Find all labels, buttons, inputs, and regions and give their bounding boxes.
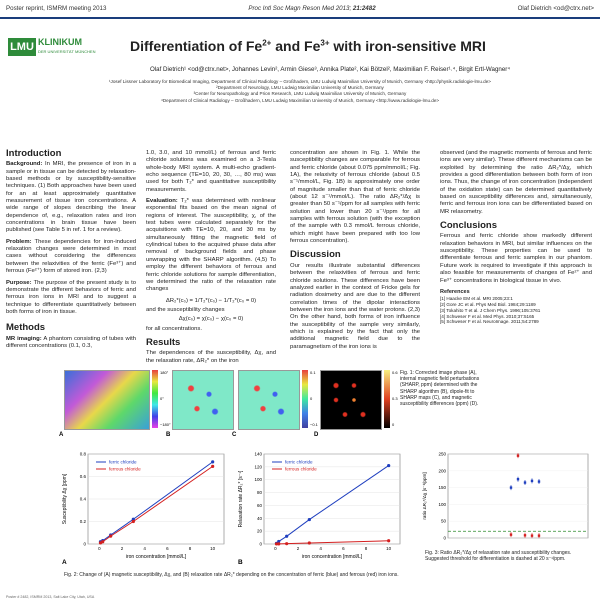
- klinikum-sub: DER UNIVERSITÄT MÜNCHEN: [38, 49, 96, 54]
- x-tick-label: 0: [274, 546, 277, 551]
- poster-footer: Poster # 2482, ISMRM 2013, Salt Lake City, Utah, USA: [6, 595, 95, 599]
- affiliation: ³Center for Neuropathology and Prion Research, LMU Ludwig Maximilian University of Munich, Germany: [193, 91, 407, 97]
- title-sup1: 2+: [262, 38, 272, 48]
- x-axis-label: iron concentration [mmol/L]: [125, 554, 187, 560]
- discussion-heading: Discussion: [290, 249, 341, 261]
- column-4: [440, 150, 592, 325]
- title-sup2: 3+: [320, 38, 330, 48]
- legend-entry: ferrous chloride: [285, 466, 317, 472]
- y-tick-label: 40: [256, 515, 262, 521]
- cbar-a-mid: 0°: [160, 396, 164, 401]
- colorbar-bc: [302, 370, 318, 428]
- author-list: Olaf Dietrich¹ <od@ctrx.net>, Johannes Levin², Armin Giese³, Annika Plate², Kai Bötzel², Maximilian F. Reiser¹˒⁴, Birgit Ertl-Wagner⁴: [149, 66, 511, 73]
- header-rule: [0, 17, 600, 19]
- purpose-text: The purpose of the present study is to demonstrate the different behaviors of ferric and ferrous iron ions in MRI and to suggest a technique to differentiate quantitatively between both forms of iron in tissue.: [6, 279, 136, 315]
- conclusions-paragraph: Ferrous and ferric chloride show markedly different relaxation behaviors in MRI, but similar influences on the susceptibility. These properties can be used to differentiate ferrous and ferric samples in our phantom. Future work is required to investigate if this approach is also feasible for measurements of changes of Fe²⁺ and Fe³⁺ concentrations in biological tissue in vivo.: [440, 233, 592, 284]
- legend-entry: ferric chloride: [285, 459, 313, 465]
- y-tick-label: 0: [259, 541, 262, 547]
- data-point: [132, 520, 135, 523]
- problem-paragraph: [6, 239, 136, 276]
- title-pre: Differentiation of Fe: [130, 38, 263, 54]
- data-point: [109, 535, 112, 538]
- data-point: [538, 480, 540, 482]
- background-label: Background:: [6, 161, 43, 168]
- purpose-paragraph: [6, 280, 136, 317]
- y-tick-label: 0.2: [79, 519, 86, 524]
- y-tick-label: 60: [256, 502, 262, 508]
- panel-label: B: [238, 559, 243, 566]
- data-point: [517, 478, 519, 480]
- y-tick-label: 100: [254, 477, 262, 483]
- y-tick-label: 100: [438, 501, 446, 507]
- data-point: [308, 518, 311, 521]
- chart-ratio: [418, 448, 594, 548]
- methods-heading: Methods: [6, 322, 46, 334]
- cbar-a-top: 180°: [160, 370, 169, 375]
- running-header: [6, 5, 594, 17]
- discussion-paragraph: Our results illustrate substantial differences between the relaxivities of ferrous and ferric chloride solutions. These differences have been analyzed earlier in the context of Fricke gels for radiation dosimetry and are due to the different correlation times of the dipolar interactions between the iron ions and the water protons. (2,3) On the other hand, both forms of iron influence the susceptibility of the sample very similarly, which is explained by the fact that only the additional magnetic field due to the paramagnetism of the iron ions is: [290, 262, 420, 350]
- panel-label-b: B: [166, 432, 171, 438]
- equation-tail: for all concentrations.: [146, 325, 202, 332]
- equation-relaxation: ΔR₂*(c₀) = 1/T₂*(c₀) − 1/T₂*(c₀ = 0): [165, 297, 257, 304]
- y-tick-label: 0: [83, 541, 86, 547]
- conclusions-heading: Conclusions: [440, 220, 498, 232]
- background-paragraph: [6, 161, 136, 234]
- cbar-d-mid: 0.3: [392, 396, 398, 401]
- field-map-panel-b: [166, 370, 234, 438]
- y-tick-label: 200: [438, 468, 446, 474]
- klinikum-wordmark: [38, 38, 96, 56]
- problem-label: Problem:: [6, 238, 32, 245]
- title-mid: and Fe: [271, 38, 321, 54]
- y-axis-label: Susceptibility Δχ [ppm]: [62, 473, 68, 525]
- colorbar-a: [152, 370, 171, 428]
- cbar-d-top: 0.6: [392, 370, 398, 375]
- y-tick-label: 140: [254, 451, 262, 457]
- evaluation-paragraph: [146, 198, 276, 293]
- cbar-bc-top: 0.1: [310, 370, 316, 375]
- data-point: [531, 534, 533, 536]
- x-tick-label: 8: [188, 546, 192, 551]
- data-point: [211, 460, 214, 463]
- column-3: [290, 150, 420, 355]
- header-center-bold: 21:2482: [352, 5, 376, 12]
- data-point: [517, 454, 519, 456]
- figure-3-caption: Fig. 3: Ratio ΔR₂*/Δχ of relaxation rate and susceptibility changes. Suggested threshold for differentiation is dashed at 20 s⁻¹/ppm.: [425, 550, 572, 563]
- data-point: [524, 534, 526, 536]
- cbar-a-bottom: −180°: [160, 422, 171, 427]
- methods-text: A phantom consisting of tubes with different concentrations (0.1, 0.3,: [6, 335, 136, 349]
- background-text: In MRI, the presence of iron in a sample or in tissue can be detected by relaxation-based methods or by susceptibility-sensitive techniques. (1) Both approaches have been used for an at least approximately quantitative measurement of tissue iron concentrations. A wide range of slopes describing the linear dependence of, e.g., relaxation rates and iron concentrations in brain tissue have been published (see Table 5 in ref. 1 for a review).: [6, 161, 136, 234]
- problem-text: These dependencies for iron-induced relaxation changes were determined in most cases without considering the differences between the relaxivities of the ferric (Fe³⁺) and ferrous (Fe²⁺) form of stored iron. (2,3): [6, 238, 136, 275]
- header-center: [248, 5, 375, 17]
- data-point: [285, 542, 288, 545]
- results-continued: concentration are shown in Fig. 1. While the susceptibility changes are comparable for ferrous and ferric chloride (about 0.075 ppm/mmol/L; Fig. 1A), the relaxivity of ferrous chloride (about 0.5 s⁻¹/mmol/L, Fig. 1B) is approximately one order of magnitude smaller than that of ferric chloride (about 12 s⁻¹/mmol/L). The ratio ΔR₂*/Δχ is greater than 50 s⁻¹/ppm for all samples with ferric solution and lower than 20 s⁻¹/ppm for all samples with ferrous solution (with the exception of the sample with 0.3 mmol/L ferrous chloride, which might have been prepared with too low ferrous concentration).: [290, 150, 420, 245]
- title-post: with iron-sensitive MRI: [329, 38, 486, 54]
- figure-2-caption: Fig. 2: Change of (A) magnetic susceptibility, Δχ, and (B) relaxation rate ΔR₂* depending on the concentration of ferric (blue) and ferrous (red) iron ions.: [64, 572, 399, 578]
- equation-connector: and the susceptibility changes: [146, 306, 225, 313]
- y-tick-label: 0.6: [79, 474, 86, 479]
- affiliations: [40, 79, 560, 104]
- klinikum-name: KLINIKUM: [38, 37, 82, 47]
- references-list: [440, 296, 592, 325]
- equation-susceptibility: Δχ(c₀) = χ(c₀) − χ(c₀ = 0): [178, 316, 244, 323]
- cbar-d-bottom: 0: [392, 422, 395, 427]
- x-tick-label: 10: [386, 546, 392, 551]
- results-heading: Results: [146, 336, 181, 348]
- affiliation: ¹Josef Lissner Laboratory for Biomedical Imaging, Department of Clinical Radiology – Großhadern, LMU Ludwig Maximilian University of Munich, Germany <http://physik.radiologie-lmu.de>: [109, 79, 491, 84]
- cbar-bc-mid: 0: [310, 396, 313, 401]
- x-tick-label: 2: [296, 546, 300, 551]
- data-point: [277, 542, 280, 545]
- panel-label-a: A: [59, 432, 64, 438]
- dipole-fit-panel-c: [232, 370, 300, 438]
- references-heading: References: [440, 288, 470, 295]
- y-tick-label: 0: [443, 535, 446, 541]
- x-tick-label: 4: [143, 546, 146, 551]
- x-tick-label: 6: [342, 546, 345, 551]
- colorbar-d: [384, 370, 398, 428]
- methods-paragraph: [6, 336, 136, 351]
- data-point: [211, 465, 214, 468]
- x-tick-label: 2: [120, 546, 124, 551]
- data-point: [308, 541, 311, 544]
- cbar-bc-bottom: −0.1: [310, 422, 318, 427]
- data-point: [510, 533, 512, 535]
- x-tick-label: 0: [98, 546, 101, 551]
- discussion-continued: observed (and the magnetic moments of ferrous and ferric ions are very similar). These different mechanisms can be exploited by determining the ratio ΔR₂*/Δχ, which provides a good differentiation between both form of iron ions. Thus, the change of iron concentration (independent of the oxidation state) can be determined quantitatively based on susceptibility differences and, simultaneously, ferric and ferrous iron ions can be differentiated based on MR relaxometry.: [440, 150, 592, 215]
- x-tick-label: 8: [364, 546, 368, 551]
- introduction-heading: Introduction: [6, 148, 62, 159]
- reference-item: [5] Schweser F et al. NeuroImage. 2011;54:2789: [440, 319, 539, 325]
- chart-susceptibility: [60, 448, 230, 566]
- reference-item: [3] Tokahito T et al. J Chem Phys. 1996;105:3761: [440, 307, 541, 313]
- figure-1-caption: Fig. 1: Corrected image phase (A), internal magnetic field perturbations (SHARP, ppm) determined with the SHARP algorithm (B), dipole-fit to SHARP maps (C), and magnetic susceptibility differences (ppm) (D).: [400, 370, 480, 408]
- methods-continued: 1.0, 3.0, and 10 mmol/L) of ferrous and ferric chloride solutions was examined on a 3-Tesla whole-body MRI system. A multi-echo gradient-echo sequence (TE=10, 20, 30, …, 80 ms) was used for both T₂* and quantitative susceptibility measurements.: [146, 150, 276, 193]
- data-point: [101, 540, 104, 543]
- purpose-label: Purpose:: [6, 279, 32, 286]
- x-axis-label: iron concentration [mmol/L]: [301, 554, 363, 560]
- reference-item: [2] Gore JC et al. Phys Med Biol. 1984;29:1189: [440, 301, 536, 307]
- poster-title: [130, 38, 486, 54]
- panel-label-d: D: [314, 432, 319, 438]
- y-tick-label: 250: [438, 451, 446, 457]
- plot-frame: [448, 454, 588, 538]
- header-left: Poster reprint, ISMRM meeting 2013: [6, 5, 107, 12]
- chart-relaxation-rate: [236, 448, 406, 566]
- legend-entry: ferric chloride: [109, 459, 137, 465]
- affiliation: ⁴Department of Clinical Radiology – Großhadern, LMU Ludwig Maximilian University of Munich, Germany <http://www.radiologie-lmu.de>: [160, 97, 440, 103]
- y-tick-label: 150: [438, 485, 446, 491]
- panel-label: A: [62, 559, 67, 566]
- y-tick-label: 80: [256, 490, 262, 496]
- data-point: [387, 464, 390, 467]
- panel-label-c: C: [232, 432, 237, 438]
- data-point: [531, 480, 533, 482]
- y-tick-label: 0.8: [79, 451, 86, 457]
- evaluation-text: T₂* was determined with nonlinear exponential fits based on the mean signal of regions of interest. The susceptibility, χ, of the test tubes were calculated separately for the acquisitions with TE=10, 20, and 30 ms by simultaneously fitting the magnetic field of cylindrical tubes to the acquired phase data after removal of background fields and phase unwrapping with the SHARP algorithm. (4,5) To employ the different behaviors of ferrous and ferric chloride solutions for sample differentiation, we determined the ratio of the relaxation rate changes: [146, 198, 276, 293]
- x-tick-label: 4: [319, 546, 322, 551]
- results-paragraph: The dependences of the susceptibility, Δχ, and the relaxation rate, ΔR₂* on the iron: [146, 350, 276, 364]
- data-point: [387, 539, 390, 542]
- y-tick-label: 0.4: [79, 496, 86, 502]
- x-tick-label: 6: [166, 546, 169, 551]
- lmu-logo: [8, 38, 96, 56]
- lmu-mark: LMU: [8, 38, 36, 56]
- column-2: [146, 150, 276, 369]
- evaluation-label: Evaluation:: [146, 198, 178, 205]
- methods-label: MR imaging:: [6, 335, 42, 342]
- data-point: [510, 486, 512, 488]
- x-tick-label: 10: [210, 546, 216, 551]
- y-tick-label: 120: [254, 464, 262, 470]
- y-tick-label: 20: [256, 528, 262, 534]
- phase-map-panel-a: [59, 370, 150, 438]
- y-tick-label: 50: [440, 518, 446, 524]
- y-axis-label: ratio ΔR₂*/Δχ [s⁻¹/ppm]: [422, 472, 427, 520]
- data-point: [285, 535, 288, 538]
- reference-item: [4] Schweser F et al. Med Phys. 2010;37:5165: [440, 313, 535, 319]
- data-point: [524, 481, 526, 483]
- header-right: Olaf Dietrich <od@ctrx.net>: [517, 5, 594, 12]
- legend-entry: ferrous chloride: [109, 466, 141, 472]
- header-center-text: Proc Intl Soc Magn Reson Med 2013;: [248, 5, 352, 12]
- data-point: [538, 534, 540, 536]
- column-1: [6, 150, 136, 354]
- reference-item: [1] Haacke EM et al. MRI 2005;23:1: [440, 296, 513, 302]
- y-axis-label: Relaxation rate ΔR₂* [s⁻¹]: [238, 470, 244, 528]
- affiliation: ²Department of Neurology, LMU Ludwig Maximilian University of Munich, Germany: [216, 85, 384, 91]
